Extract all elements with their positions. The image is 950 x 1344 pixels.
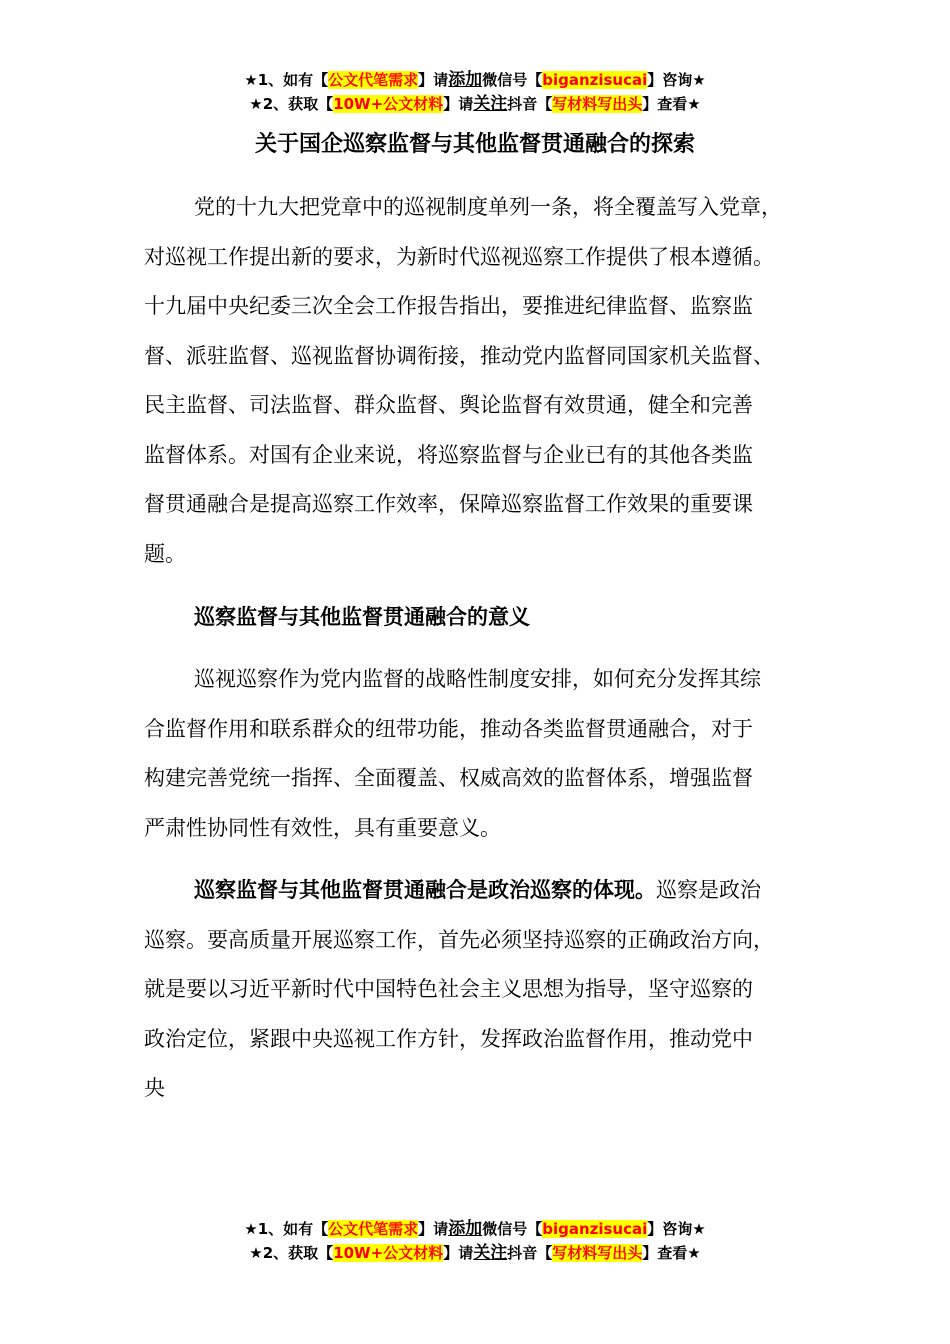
paragraph-line: 巡视巡察作为党内监督的战略性制度安排，如何充分发挥其综 <box>194 667 761 691</box>
highlight-materials: 10W+公文材料 <box>333 95 444 113</box>
banner-line-2 <box>0 1241 950 1265</box>
highlight-douyin-account: 写材料写出头 <box>552 95 643 113</box>
paragraph-line: 巡察。要高质量开展巡察工作，首先必须坚持巡察的正确政治方向， <box>144 927 774 952</box>
paragraph-line: 党的十九大把党章中的巡视制度单列一条，将全覆盖写入党章， <box>194 195 782 219</box>
banner-text: 】咨询★ <box>647 1220 706 1238</box>
paragraph-line: 督、派驻监督、巡视监督协调衔接，推动党内监督同国家机关监督、 <box>144 343 774 368</box>
section-heading: 巡察监督与其他监督贯通融合的意义 <box>194 605 530 629</box>
underlined-word: 添加 <box>448 1219 483 1239</box>
banner-text: 微信号【 <box>482 1220 543 1238</box>
underlined-word: 关注 <box>473 94 508 114</box>
banner-text: ★1、如有【 <box>244 1220 329 1238</box>
banner-text: 】请 <box>443 95 474 113</box>
paragraph-line: 督贯通融合是提高巡察工作效率，保障巡察监督工作效果的重要课 <box>144 492 753 516</box>
paragraph-line <box>144 866 824 916</box>
banner-text: ★2、获取【 <box>249 1244 334 1262</box>
paragraph-intro <box>144 183 824 579</box>
highlight-service: 公文代笔需求 <box>328 71 419 89</box>
banner-text: 】查看★ <box>642 1244 701 1262</box>
banner-text: 】请 <box>418 71 449 89</box>
paragraph-line: 政治定位，紧跟中央巡视工作方针，发挥政治监督作用，推动党中 <box>144 1026 753 1051</box>
paragraph-line: 对巡视工作提出新的要求，为新时代巡视巡察工作提供了根本遵循。 <box>144 244 774 269</box>
highlight-materials: 10W+公文材料 <box>333 1244 444 1262</box>
bottom-banner <box>0 1217 950 1265</box>
top-banner <box>0 68 950 116</box>
banner-text: 抖音【 <box>507 95 553 113</box>
banner-text: 】查看★ <box>642 95 701 113</box>
paragraph-line: 民主监督、司法监督、群众监督、舆论监督有效贯通，健全和完善 <box>144 393 753 417</box>
highlight-service: 公文代笔需求 <box>328 1220 419 1238</box>
paragraph-line: 严肃性协同性有效性，具有重要意义。 <box>144 815 501 840</box>
banner-line-1 <box>0 1217 950 1241</box>
highlight-douyin-account: 写材料写出头 <box>552 1244 643 1262</box>
banner-text: 】请 <box>443 1244 474 1262</box>
banner-text: 】请 <box>418 1220 449 1238</box>
paragraph-text: 巡察是政治 <box>656 878 761 902</box>
paragraph-line: 央 <box>144 1076 165 1100</box>
paragraph-line: 十九届中央纪委三次全会工作报告指出，要推进纪律监督、监察监 <box>144 294 753 318</box>
highlight-wechat-id: biganzisucai <box>542 1220 648 1238</box>
document-title: 关于国企巡察监督与其他监督贯通融合的探索 <box>254 132 695 157</box>
paragraph-line: 题。 <box>144 541 186 566</box>
bold-lead-sentence: 巡察监督与其他监督贯通融合是政治巡察的体现。 <box>194 878 656 902</box>
banner-text: 微信号【 <box>482 71 543 89</box>
underlined-word: 关注 <box>473 1243 508 1263</box>
paragraph-line: 就是要以习近平新时代中国特色社会主义思想为指导，坚守巡察的 <box>144 977 753 1001</box>
banner-line-2 <box>0 92 950 116</box>
banner-text: 】咨询★ <box>647 71 706 89</box>
banner-text: ★2、获取【 <box>249 95 334 113</box>
paragraph-line: 构建完善党统一指挥、全面覆盖、权威高效的监督体系，增强监督 <box>144 766 753 790</box>
banner-text: ★1、如有【 <box>244 71 329 89</box>
paragraph-significance <box>144 655 824 853</box>
highlight-wechat-id: biganzisucai <box>542 71 648 89</box>
paragraph-line: 监督体系。对国有企业来说，将巡察监督与企业已有的其他各类监 <box>144 442 753 467</box>
underlined-word: 添加 <box>448 70 483 90</box>
paragraph-line: 合监督作用和联系群众的纽带功能，推动各类监督贯通融合，对于 <box>144 716 753 741</box>
banner-line-1 <box>0 68 950 92</box>
banner-text: 抖音【 <box>507 1244 553 1262</box>
paragraph-political-inspection <box>144 866 824 1114</box>
